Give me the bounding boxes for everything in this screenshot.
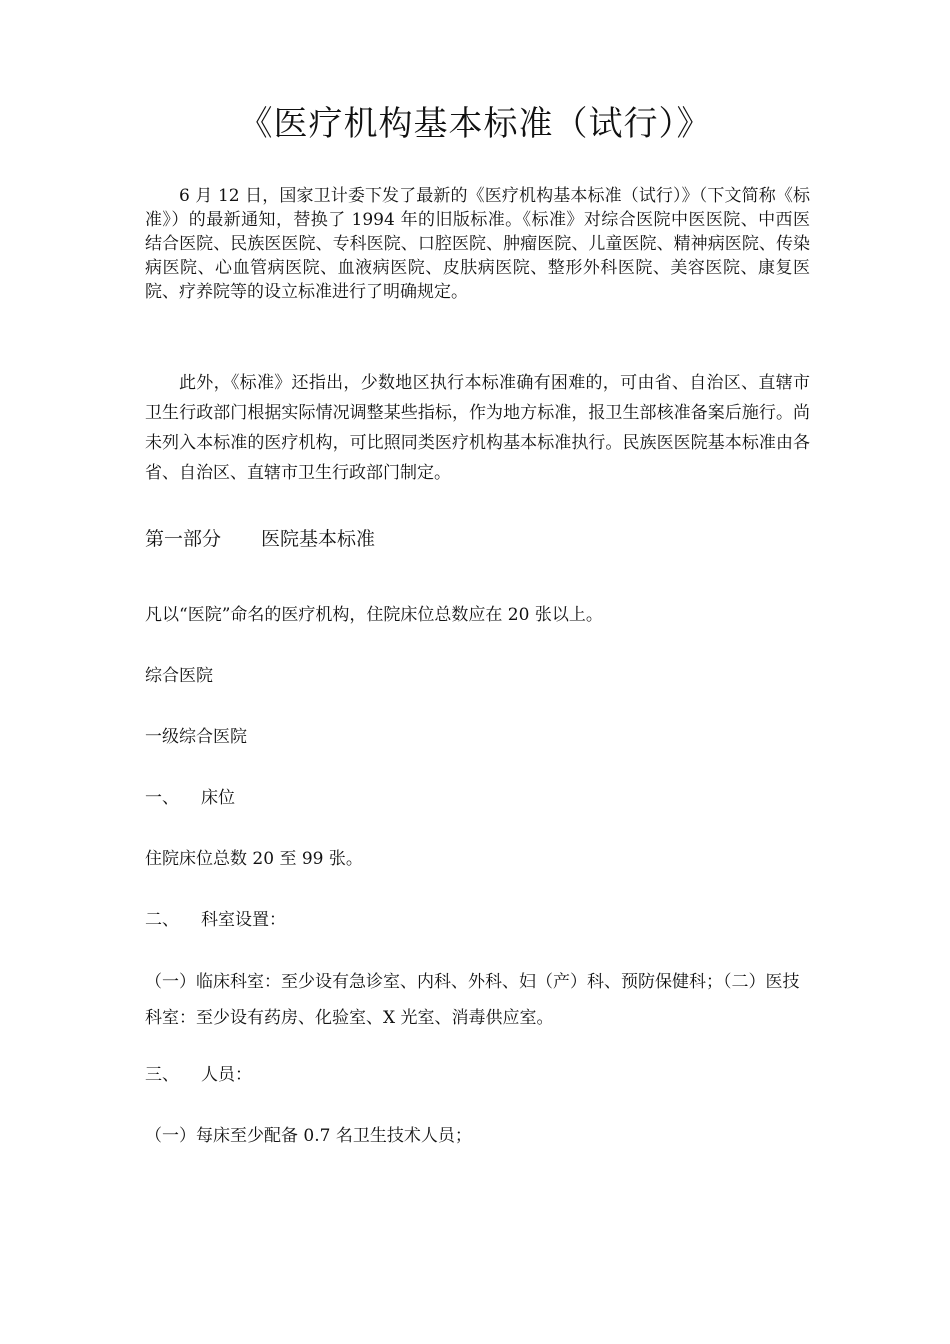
item-2-number: 二、	[145, 910, 179, 930]
intro-paragraph: 6 月 12 日，国家卫计委下发了最新的《医疗机构基本标准（试行）》（下文简称《标准》）的最新通知，替换了 1994 年的旧版标准。《标准》对综合医院中医医院、中西医结合医院、民族医医院、专科医院、口腔医院、肿瘤医院、儿童医院、精神病医院、传染病医院、心血管病医院、血液病医院、皮肤病医院、整形外科医院、美容医院、康复医院、疗养院等的设立标准进行了明确规定。	[145, 186, 810, 302]
part-number: 第一部分	[145, 528, 222, 550]
item-2-title: 科室设置：	[201, 910, 286, 930]
item-1-number: 一、	[145, 788, 179, 808]
note-paragraph: 此外，《标准》还指出，少数地区执行本标准确有困难的，可由省、自治区、直辖市卫生行政部门根据实际情况调整某些指标，作为地方标准，报卫生部核准备案后施行。尚未列入本标准的医疗机构，可比照同类医疗机构基本标准执行。民族医医院基本标准由各省、自治区、直辖市卫生行政部门制定。	[145, 373, 810, 483]
item-1-title: 床位	[201, 788, 235, 808]
item-1-text: 住院床位总数 20 至 99 张。	[145, 849, 363, 869]
item-3-text: （一）每床至少配备 0.7 名卫生技术人员；	[145, 1126, 472, 1146]
item-2-heading	[145, 907, 810, 933]
item-3-heading	[145, 1062, 810, 1088]
document-title: 《医疗机构基本标准（试行）》	[238, 104, 712, 144]
item-1-heading	[145, 785, 810, 811]
subcategory-heading: 一级综合医院	[145, 727, 247, 747]
part-title: 医院基本标准	[261, 528, 376, 550]
item-3-title: 人员：	[201, 1065, 252, 1085]
hospital-rule: 凡以“医院”命名的医疗机构，住院床位总数应在 20 张以上。	[145, 605, 603, 625]
category-heading: 综合医院	[145, 666, 213, 686]
item-3-number: 三、	[145, 1065, 179, 1085]
part-heading	[145, 526, 810, 552]
item-2-text: （一）临床科室：至少设有急诊室、内科、外科、妇（产）科、预防保健科；（二）医技科室：至少设有药房、化验室、X 光室、消毒供应室。	[145, 972, 800, 1028]
